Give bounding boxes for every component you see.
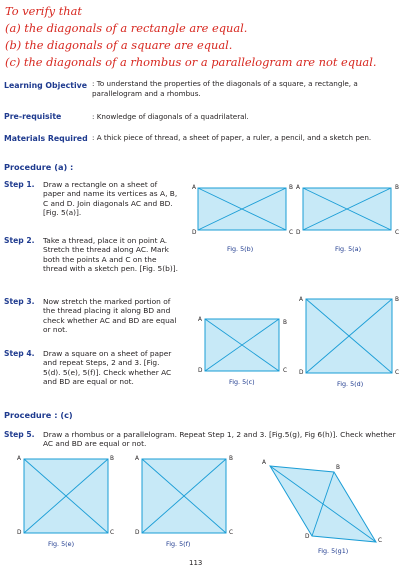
fig5d-vertex-d: D (299, 370, 304, 376)
step-3-label: Step 3. (4, 297, 35, 306)
fig5f-vertex-b: B (229, 456, 233, 462)
page-number: 113 (189, 559, 203, 567)
fig5d-vertex-b: B (395, 297, 399, 303)
fig5f-vertex-c: C (229, 530, 234, 536)
fig5c-vertex-b: B (283, 320, 287, 326)
figure-5d-square (306, 299, 394, 375)
fig5b-vertex-a: A (192, 185, 196, 191)
figure-5g1-parallelogram (268, 464, 378, 544)
fig-5b-caption: Fig. 5(b) (227, 245, 254, 253)
title-line-2: (a) the diagonals of a rectangle are equal. (5, 21, 248, 35)
step-5-text: Draw a rhombus or a parallelogram. Repeat Step 1, 2 and 3. [Fig.5(g), Fig 6(h)]. Check whether AC and BD are equal or not. (43, 430, 396, 449)
fig-5c-caption: Fig. 5(c) (229, 378, 255, 386)
figure-5b-rectangle (198, 188, 288, 232)
fig5a-vertex-d: D (296, 230, 301, 236)
step-2-text: Take a thread, place it on point A. Stretch the thread along AC. Mark both the points A and C on the thread with a sketch pen. [Fig. 5(b)]. (43, 236, 178, 274)
fig5d-vertex-a: A (299, 297, 303, 303)
fig-5f-caption: Fig. 5(f) (166, 540, 191, 548)
fig-5d-caption: Fig. 5(d) (337, 380, 364, 388)
fig5a-vertex-b: B (395, 185, 399, 191)
fig-5e-caption: Fig. 5(e) (48, 540, 75, 548)
fig5g1-vertex-a: A (262, 460, 266, 466)
step-1-text: Draw a rectangle on a sheet of paper and name its vertices as A, B, C and D. Join diagonals AC and BD. [Fig. 5(a)]. (43, 180, 178, 218)
fig5e-vertex-c: C (110, 530, 115, 536)
procedure-c-heading: Procedure : (c) (4, 410, 73, 420)
fig5e-vertex-b: B (110, 456, 114, 462)
fig5c-vertex-c: C (283, 368, 288, 374)
title-line-3: (b) the diagonals of a square are equal. (5, 38, 233, 52)
materials-label: Materials Required (4, 134, 88, 143)
prereq-label: Pre-requisite (4, 112, 62, 121)
fig5b-vertex-b: B (289, 185, 293, 191)
procedure-a-heading: Procedure (a) : (4, 162, 74, 172)
fig5c-vertex-d: D (198, 368, 203, 374)
fig5g1-vertex-c: C (378, 538, 383, 544)
figure-5a-rectangle (303, 188, 393, 232)
figure-5e-square (24, 459, 110, 535)
fig5g1-vertex-b: B (336, 465, 340, 471)
fig-5g1-caption: Fig. 5(g1) (318, 547, 349, 555)
figure-5f-square (142, 459, 228, 535)
title-line-4: (c) the diagonals of a rhombus or a parallelogram are not equal. (5, 55, 377, 69)
fig5e-vertex-a: A (17, 456, 21, 462)
step-5-label: Step 5. (4, 430, 35, 439)
figure-5c-square (205, 319, 281, 373)
fig5b-vertex-d: D (192, 230, 197, 236)
prereq-text: : Knowledge of diagonals of a quadrilateral. (92, 112, 249, 121)
step-4-text: Draw a square on a sheet of paper and repeat Steps, 2 and 3. [Fig. 5(d). 5(e), 5(f)]. Check whether AC and BD are equal or not. (43, 349, 172, 387)
fig5a-vertex-a: A (296, 185, 300, 191)
fig5f-vertex-a: A (135, 456, 139, 462)
fig-5a-caption: Fig. 5(a) (335, 245, 362, 253)
step-1-label: Step 1. (4, 180, 35, 189)
fig5f-vertex-d: D (135, 530, 140, 536)
fig5g1-vertex-d: D (305, 534, 310, 540)
step-2-label: Step 2. (4, 236, 35, 245)
fig5a-vertex-c: C (395, 230, 400, 236)
materials-text: : A thick piece of thread, a sheet of paper, a ruler, a pencil, and a sketch pen. (92, 133, 372, 142)
fig5b-vertex-c: C (289, 230, 294, 236)
step-3-text: Now stretch the marked portion of the thread placing it along BD and check whether AC and BD are equal or not. (43, 297, 177, 335)
title-line-1: To verify that (5, 4, 83, 18)
fig5e-vertex-d: D (17, 530, 22, 536)
objective-label: Learning Objective (4, 81, 87, 90)
fig5d-vertex-c: C (395, 370, 400, 376)
step-4-label: Step 4. (4, 349, 35, 358)
fig5c-vertex-a: A (198, 317, 202, 323)
objective-text: : To understand the properties of the diagonals of a square, a rectangle, a parallelogram and a rhombus. (92, 79, 358, 98)
